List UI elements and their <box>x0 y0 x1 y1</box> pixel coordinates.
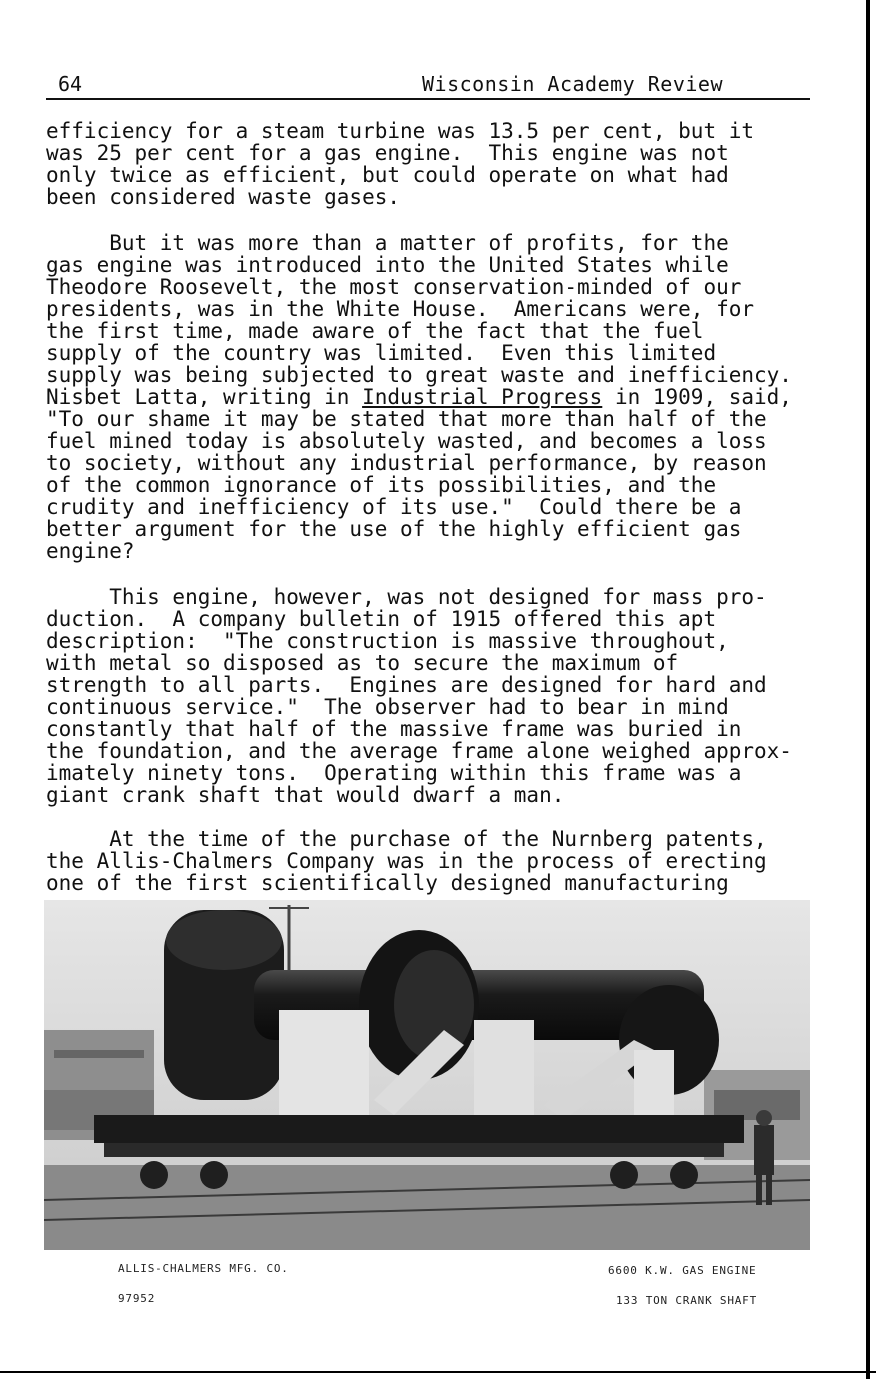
text-line: fuel mined today is absolutely wasted, and becomes a loss <box>46 429 767 453</box>
text-line: gas engine was introduced into the United States while <box>46 253 729 277</box>
running-header <box>46 70 810 100</box>
crankshaft-on-railcar-illustration <box>44 900 810 1250</box>
text-line: constantly that half of the massive frame was buried in <box>46 717 742 741</box>
paragraph-2 <box>46 232 846 562</box>
text-line: This engine, however, was not designed for mass pro- <box>46 585 767 609</box>
text-line: duction. A company bulletin of 1915 offered this apt <box>46 607 717 631</box>
journal-title: Wisconsin Academy Review <box>422 72 723 96</box>
text-line: supply was being subjected to great waste and inefficiency. <box>46 363 792 387</box>
photo-caption-company: ALLIS-CHALMERS MFG. CO. <box>118 1262 289 1275</box>
page-number: 64 <box>58 72 83 96</box>
text-line: to society, without any industrial performance, by reason <box>46 451 767 475</box>
text-line: continuous service." The observer had to bear in mind <box>46 695 729 719</box>
text-line: of the common ignorance of its possibilities, and the <box>46 473 717 497</box>
text-line: But it was more than a matter of profits, for the <box>46 231 729 255</box>
text-line: description: "The construction is massive throughout, <box>46 629 729 653</box>
text-line: the foundation, and the average frame alone weighed approx- <box>46 739 792 763</box>
text-line: At the time of the purchase of the Nurnberg patents, <box>46 827 767 851</box>
photo-caption-engine: 6600 K.W. GAS ENGINE <box>608 1264 757 1277</box>
text-line: was 25 per cent for a gas engine. This engine was not <box>46 141 729 165</box>
text-line: imately ninety tons. Operating within this frame was a <box>46 761 742 785</box>
text-line: Nisbet Latta, writing in <box>46 385 363 409</box>
paragraph-3 <box>46 586 846 806</box>
text-line: been considered waste gases. <box>46 185 401 209</box>
text-line: only twice as efficient, but could operate on what had <box>46 163 729 187</box>
text-line: efficiency for a steam turbine was 13.5 per cent, but it <box>46 119 755 143</box>
text-line: in 1909, said, <box>602 385 792 409</box>
text-line: presidents, was in the White House. Americans were, for <box>46 297 755 321</box>
crankshaft-photo <box>44 900 810 1250</box>
page-border-bottom <box>0 1371 876 1373</box>
page-border-right <box>866 0 870 1379</box>
text-line: "To our shame it may be stated that more than half of the <box>46 407 767 431</box>
photo-caption-crankshaft: 133 TON CRANK SHAFT <box>616 1294 758 1307</box>
text-line: Theodore Roosevelt, the most conservation-minded of our <box>46 275 742 299</box>
text-line: the Allis-Chalmers Company was in the process of erecting <box>46 849 767 873</box>
text-line: with metal so disposed as to secure the maximum of <box>46 651 679 675</box>
text-line: strength to all parts. Engines are designed for hard and <box>46 673 767 697</box>
text-line: the first time, made aware of the fact that the fuel <box>46 319 704 343</box>
text-line: supply of the country was limited. Even this limited <box>46 341 717 365</box>
publication-title: Industrial Progress <box>362 385 603 409</box>
paragraph-4 <box>46 828 846 894</box>
paragraph-1 <box>46 120 846 208</box>
text-line: better argument for the use of the highly efficient gas <box>46 517 742 541</box>
text-line: one of the first scientifically designed manufacturing <box>46 871 729 895</box>
photo-caption-number: 97952 <box>118 1292 156 1305</box>
text-line: crudity and inefficiency of its use." Could there be a <box>46 495 742 519</box>
text-line: engine? <box>46 539 135 563</box>
text-line: giant crank shaft that would dwarf a man. <box>46 783 565 807</box>
